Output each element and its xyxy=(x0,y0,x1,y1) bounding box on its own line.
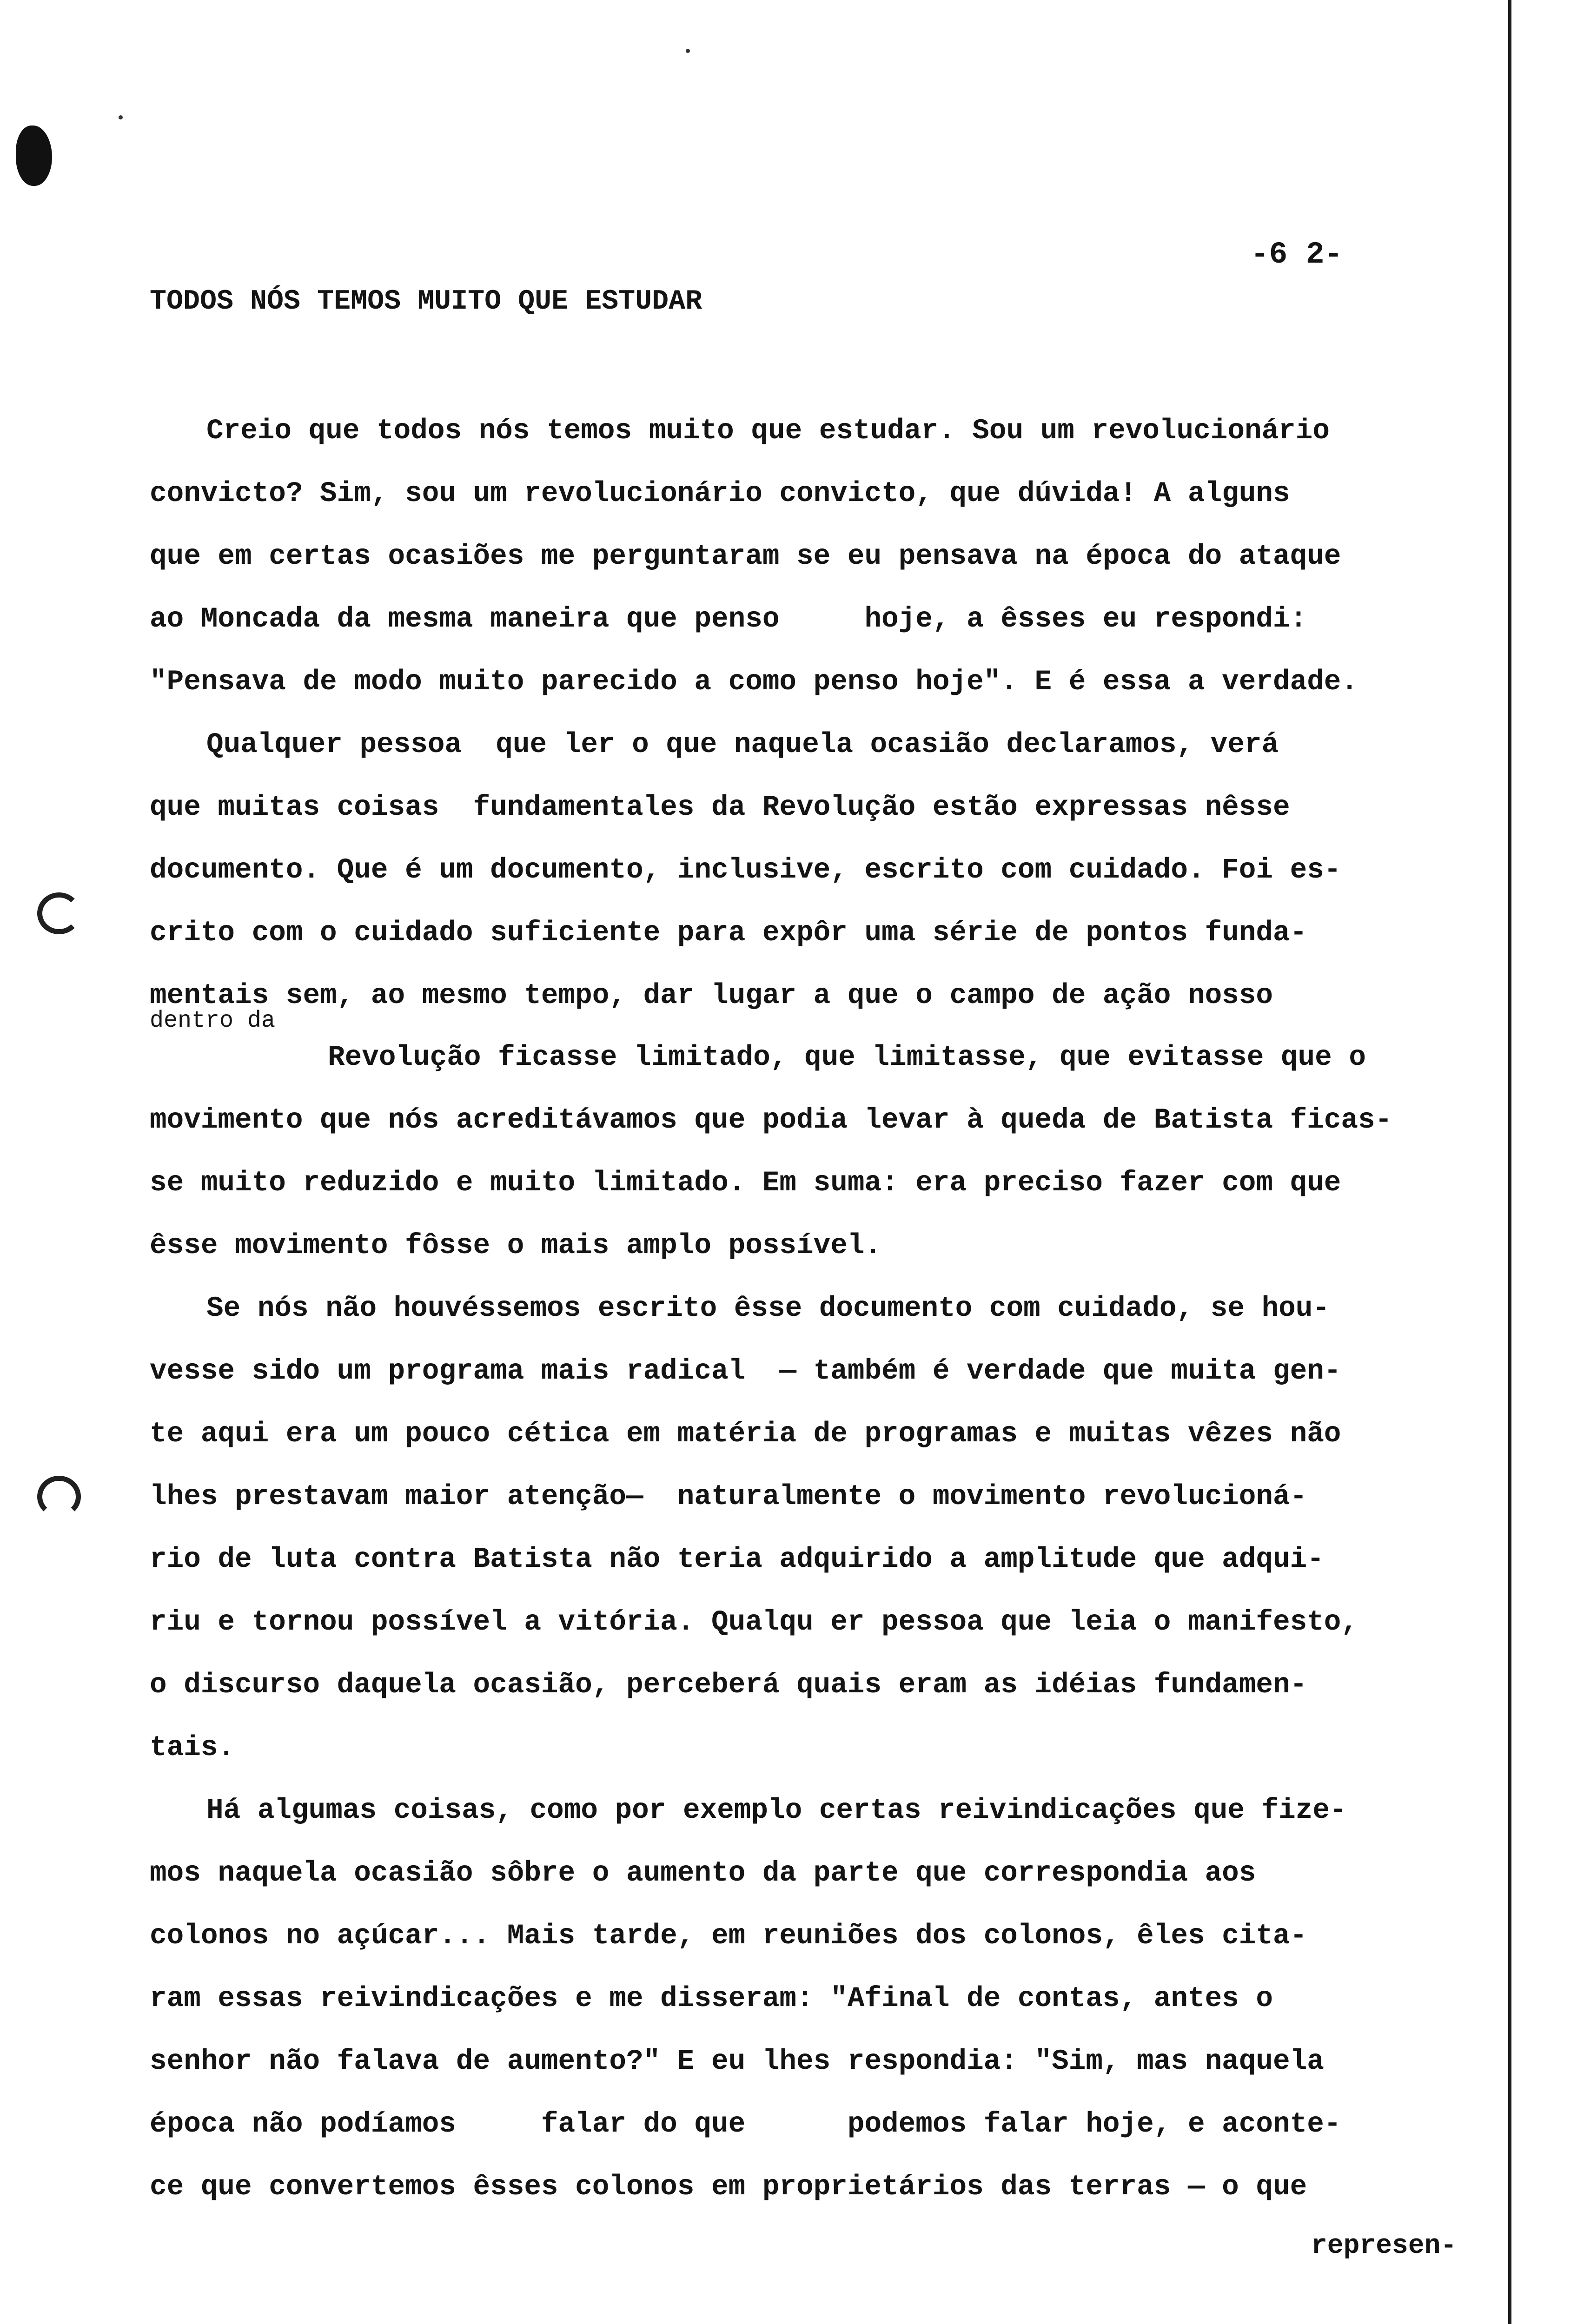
text-line: colonos no açúcar... Mais tarde, em reuniões dos colonos, êles cita- xyxy=(150,1920,1307,1952)
ink-speck xyxy=(119,115,123,119)
text-line: época não podíamos falar do que podemos falar hoje, e aconte- xyxy=(150,2108,1341,2140)
text-line: vesse sido um programa mais radical — também é verdade que muita gen- xyxy=(150,1355,1341,1387)
text-line: que muitas coisas fundamentales da Revolução estão expressas nêsse xyxy=(150,792,1290,824)
text-line: Há algumas coisas, como por exemplo certas reivindicações que fize- xyxy=(206,1795,1347,1827)
text-line: convicto? Sim, sou um revolucionário convicto, que dúvida! A alguns xyxy=(150,478,1290,510)
text-line: que em certas ocasiões me perguntaram se eu pensava na época do ataque xyxy=(150,541,1341,573)
ink-blot-mark xyxy=(16,125,52,186)
ink-speck xyxy=(686,49,690,53)
text-line: se muito reduzido e muito limitado. Em suma: era preciso fazer com que xyxy=(150,1167,1341,1199)
text-line: Creio que todos nós temos muito que estudar. Sou um revolucionário xyxy=(206,415,1330,447)
text-line: lhes prestavam maior atenção— naturalmente o movimento revolucioná- xyxy=(150,1481,1307,1513)
text-line: Qualquer pessoa que ler o que naquela ocasião declaramos, verá xyxy=(206,729,1279,761)
page-title: TODOS NÓS TEMOS MUITO QUE ESTUDAR xyxy=(150,286,702,317)
text-line: rio de luta contra Batista não teria adquirido a amplitude que adqui- xyxy=(150,1544,1324,1576)
text-line: mentais sem, ao mesmo tempo, dar lugar a que o campo de ação nosso xyxy=(150,980,1273,1012)
text-line: ao Moncada da mesma maneira que penso hoje, a êsses eu respondi: xyxy=(150,603,1307,635)
text-line: documento. Que é um documento, inclusive, escrito com cuidado. Foi es- xyxy=(150,854,1341,886)
text-line: Revolução ficasse limitado, que limitasse, que evitasse que o xyxy=(328,1042,1366,1074)
text-line: senhor não falava de aumento?" E eu lhes respondia: "Sim, mas naquela xyxy=(150,2046,1324,2078)
text-line: mos naquela ocasião sôbre o aumento da parte que correspondia aos xyxy=(150,1857,1256,1889)
right-margin-rule xyxy=(1508,0,1511,2324)
text-line: Se nós não houvéssemos escrito êsse documento com cuidado, se hou- xyxy=(206,1293,1330,1325)
text-line: te aqui era um pouco cética em matéria de programas e muitas vêzes não xyxy=(150,1418,1341,1450)
text-line: riu e tornou possível a vitória. Qualqu er pessoa que leia o manifesto, xyxy=(150,1606,1358,1638)
punch-hole-icon xyxy=(37,1476,81,1518)
text-line: movimento que nós acreditávamos que podia levar à queda de Batista ficas- xyxy=(150,1104,1392,1136)
text-line: crito com o cuidado suficiente para expôr uma série de pontos funda- xyxy=(150,917,1307,949)
text-line: tais. xyxy=(150,1732,235,1764)
text-line: o discurso daquela ocasião, perceberá quais eram as idéias fundamen- xyxy=(150,1669,1307,1701)
text-line: êsse movimento fôsse o mais amplo possível. xyxy=(150,1230,882,1262)
text-line-strikeover: dentro da xyxy=(150,1008,276,1034)
page-number: -6 2- xyxy=(1251,237,1343,272)
punch-hole-icon xyxy=(37,892,81,934)
text-line: ram essas reivindicações e me disseram: "Afinal de contas, antes o xyxy=(150,1983,1273,2015)
catchword: represen- xyxy=(1311,2231,1457,2261)
text-line: "Pensava de modo muito parecido a como penso hoje". E é essa a verdade. xyxy=(150,666,1358,698)
text-line: ce que convertemos êsses colonos em proprietários das terras — o que xyxy=(150,2171,1307,2203)
